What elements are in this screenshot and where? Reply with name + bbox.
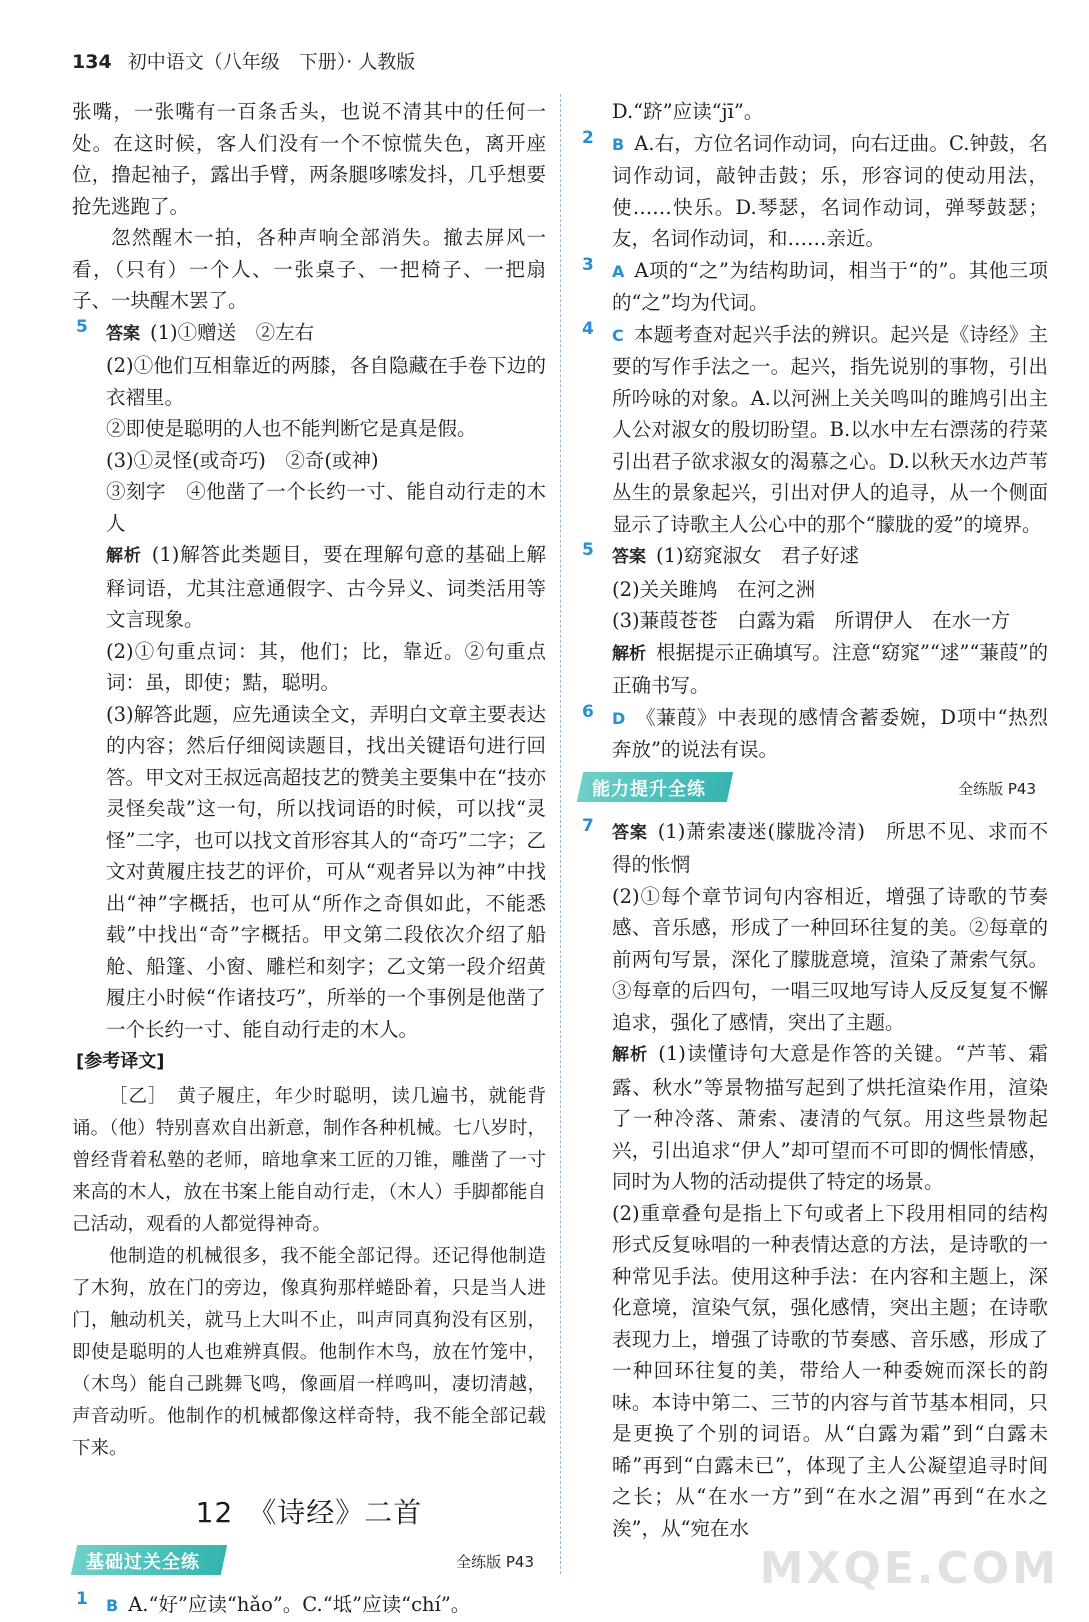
banner-page-ref: 全练版 P43 [456,1553,534,1571]
question-number: 7 [582,815,594,836]
answer-label: 答案 [106,323,140,344]
question-number: 1 [76,1589,88,1609]
answer-line: (2)①每个章节词句内容相近，增强了诗歌的节奏感、音乐感，形成了一种回环往复的美。②每章的前两句写景，深化了朦胧意境，渲染了萧索气氛。③每章的后四句，一唱三叹地写诗人反反复复不懈追求，强化了感情，突出了主题。 [612,884,1048,1034]
translation-para-2: 他制造的机械很多，我不能全部记得。还记得他制造了木狗，放在门的旁边，像真狗那样蜷卧着，只是当人进门，触动机关，就马上大叫不止，叫声同真狗没有区别，即使是聪明的人也难辨真假。他制作木鸟，放在竹笼中，（木鸟）能自己跳舞飞鸣，像画眉一样鸣叫，凄切清越，声音动听。他制作的机械都像这样奇特，我不能全部记载下来。 [72,1246,546,1459]
column-divider [560,94,561,1574]
question-6 [578,702,1048,766]
answer-label: 答案 [612,822,648,843]
answer-letter: C [612,325,624,345]
analysis-text: (2)重章叠句是指上下句或者上下段用相同的结构形式反复咏唱的一种表情达意的方法，是诗歌的一种常见手法。使用这种手法：在内容和主题上，深化意境，渲染气氛，强化感情，突出主题；在诗歌表现力上，增强了诗歌的节奏感、音乐感，形成了一种回环往复的美，带给人一种委婉而深长的韵味。本诗中第二、三节的内容与首节基本相同，只是更换了个别的词语。从“白露为霜”到“白露未晞”再到“白露未已”，体现了主人公凝望追寻时间之长；从“在水一方”到“在水之湄”再到“在水之涘”，从“宛在水 [612,1201,1048,1540]
banner-title: 能力提升全练 [592,778,706,800]
answer-letter: A [612,261,625,281]
question-1 [72,1589,546,1622]
question-number: 5 [582,540,594,560]
question-number: 6 [582,701,594,722]
answer-line: ②即使是聪明的人也不能判断它是真是假。 [106,417,477,440]
right-column [578,96,1048,1544]
answer-line: (1)窈窕淑女 君子好逑 [656,544,860,567]
analysis-label: 解析 [612,643,647,664]
answer-line: (1)萧索凄迷(朦胧冷清) 所思不见、求而不得的怅惘 [612,819,1048,876]
watermark: MXQE.COM [759,1543,1059,1594]
question-7 [578,816,1048,1545]
question-1-continued: D.“跻”应读“jī”。 [612,100,764,123]
section-banner-basic [72,1545,546,1579]
answer-line: ③刻字 ④他凿了一个长约一寸、能自动行走的木人 [106,480,546,535]
question-number: 3 [582,254,594,275]
answer-line: (3)蒹葭苍苍 白露为霜 所谓伊人 在水一方 [612,609,1011,632]
question-3 [578,255,1048,319]
left-column [72,96,546,1622]
answer-label: 答案 [612,547,646,567]
question-number: 5 [76,316,88,337]
question-text: A.右，方位名词作动词，向右迂曲。C.钟鼓，名词作动词，敲钟击鼓；乐，形容词的使动用法，使……快乐。D.琴瑟，名词作动词，弹琴鼓瑟；友，名词作动词，和……亲近。 [612,131,1048,250]
answer-line: (2)①他们互相靠近的两膝，各自隐藏在手卷下边的衣褶里。 [106,354,546,409]
book-title: 初中语文（八年级 下册）· 人教版 [127,51,416,73]
answer-line: (3)①灵怪(或奇巧) ②奇(或神) [106,448,379,472]
reference-translation-title: [参考译文] [76,1051,165,1072]
intro-para-1: 张嘴，一张嘴有一百条舌头，也说不清其中的任何一处。在这时候，客人们没有一个不惊慌失色，离开座位，撸起袖子，露出手臂，两条腿哆嗦发抖，几乎想要抢先逃跑了。 [72,100,546,218]
analysis-text: (2)①句重点词：其，他们；比，靠近。②句重点词：虽，即使；黠，聪明。 [106,639,546,694]
answer-letter: D [612,708,626,728]
question-4 [578,319,1048,541]
question-text: 《蒹葭》中表现的感情含蓄委婉，D项中“热烈奔放”的说法有误。 [612,705,1048,761]
analysis-label: 解析 [106,546,142,566]
analysis-label: 解析 [612,1045,649,1065]
question-2 [578,128,1048,255]
banner-page-ref: 全练版 P43 [958,779,1036,798]
answer-line: (2)关关雎鸠 在河之洲 [612,577,816,601]
analysis-text: (1)解答此类题目，要在理解句意的基础上解释词语，尤其注意通假字、古今异义、词类活用等文言现象。 [106,543,547,631]
page-header [72,47,415,74]
question-text: 本题考查对起兴手法的辨识。起兴是《诗经》主要的写作手法之一。起兴，指先说别的事物，引出所吟咏的对象。A.以河洲上关关鸣叫的雎鸠引出主人公对淑女的殷切盼望。B.以水中左右漂荡的荇菜引出君子欲求淑女的渴慕之心。D.以秋天水边芦苇丛生的景象起兴，引出对伊人的追寻，从一个侧面显示了诗歌主人公心中的那个“朦胧的爱”的境界。 [612,322,1048,536]
analysis-text: (1)读懂诗句大意是作答的关键。“芦苇、霜露、秋水”等景物描写起到了烘托渲染作用，渲染了一种冷落、萧索、凄清的气氛。用这些景物起兴，引出追求“伊人”却可望而不可即的惆怅情感，同时为人物的活动提供了特定的场景。 [612,1042,1049,1193]
analysis-text: (3)解答此题，应先通读全文，弄明白文章主要表达的内容；然后仔细阅读题目，找出关键语句进行回答。甲文对王叔远高超技艺的赞美主要集中在“技亦灵怪矣哉”这一句，所以找词语的时候，可以找“灵怪”二字，也可以找文首形容其人的“奇巧”二字；乙文对黄履庄技艺的评价，可从“观者异以为神”中找出“神”字概括，也可从“所作之奇俱如此，不能悉载”中找出“奇”字概括。甲文第二段依次介绍了船舱、船篷、小窗、雕栏和刻字；乙文第一段介绍黄履庄小时候“作诸技巧”，所举的一个事例是他凿了一个长约一寸、能自动行走的木人。 [106,702,546,1041]
translation-para-1: ［乙］ 黄子履庄，年少时聪明，读几遍书，就能背诵。（他）特别喜欢自出新意，制作各种机械。七八岁时，曾经背着私塾的老师，暗地拿来工匠的刀锥，雕凿了一寸来高的木人，放在书案上能自动行走，（木人）手脚都能自己活动，观看的人都觉得神奇。 [72,1086,546,1235]
question-number: 2 [582,127,594,148]
question-number: 4 [582,318,594,339]
question-text: A.“好”应读“hǎo”。C.“坻”应读“chí”。 [128,1593,471,1616]
section-banner-advanced [578,772,1048,806]
page-number: 134 [72,51,112,73]
answer-letter: B [612,134,625,154]
lesson-title: 12 《诗经》二首 [195,1496,423,1529]
answer-line: (1)①赠送 ②左右 [150,320,315,344]
analysis-text: 根据提示正确填写。注意“窈窕”“逑”“蒹葭”的正确书写。 [612,640,1048,697]
question-5-right [578,540,1048,702]
question-5-left [72,317,546,1046]
question-text: A项的“之”为结构助词，相当于“的”。其他三项的“之”均为代词。 [612,258,1048,314]
intro-para-2: 忽然醒木一拍，各种声响全部消失。撤去屏风一看，（只有）一个人、一张桌子、一把椅子、一把扇子、一块醒木罢了。 [72,226,546,312]
answer-letter: B [106,1596,119,1615]
banner-title: 基础过关全练 [86,1552,200,1573]
